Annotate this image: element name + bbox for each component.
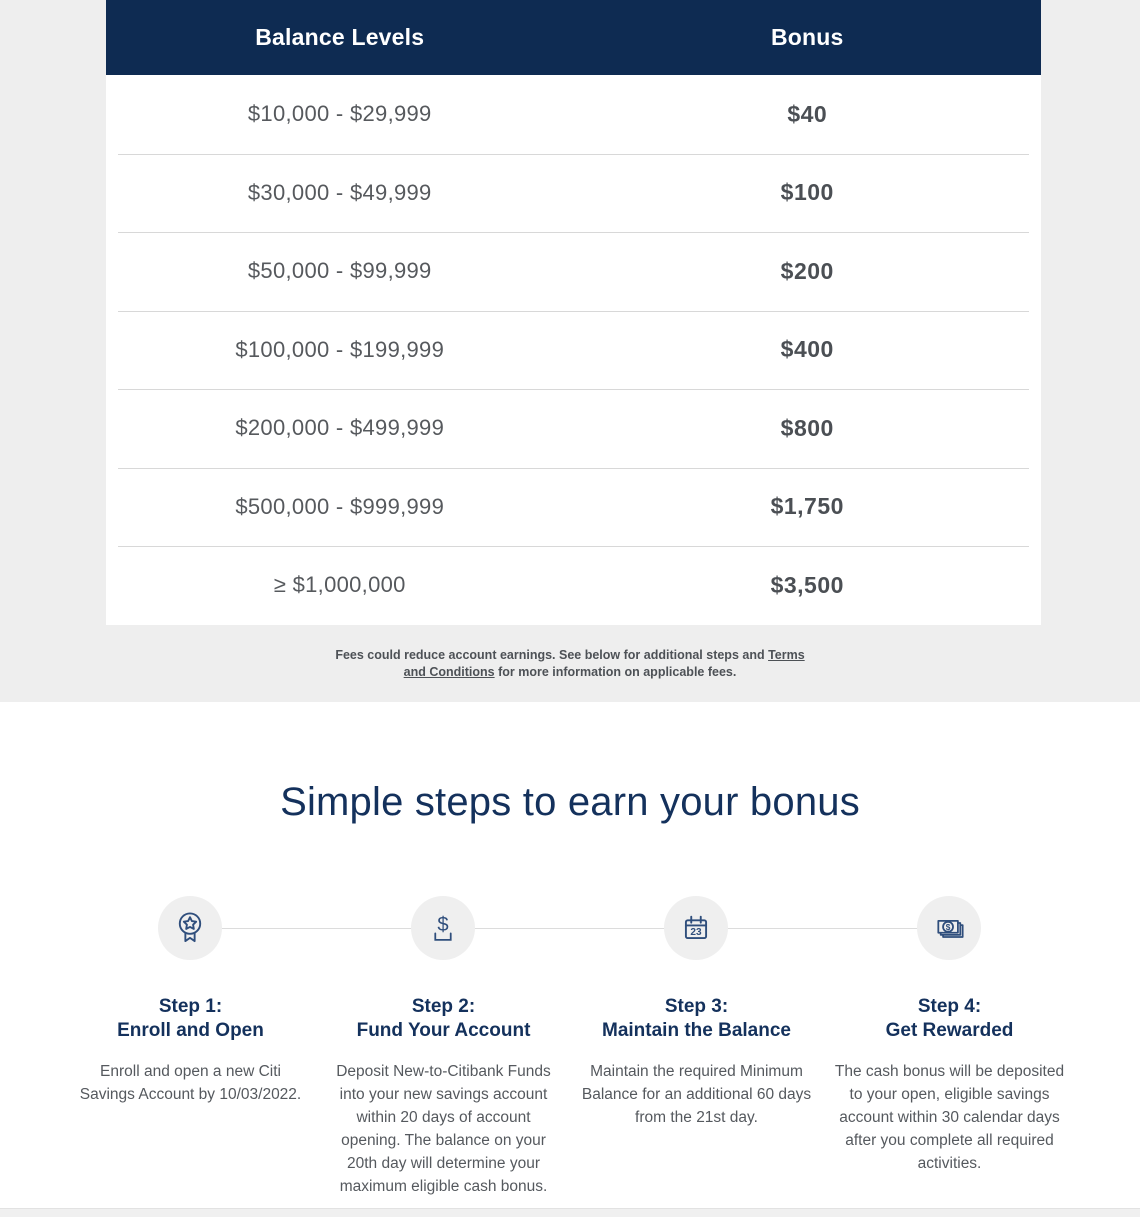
balance-levels-header: Balance Levels [255,24,425,50]
cash-stack-icon [930,909,968,947]
step-1-column [64,995,317,1198]
step-connector-line [190,928,950,929]
bonus-amount: $100 [780,179,834,206]
step-4-column [823,995,1076,1198]
table-row [106,389,1041,468]
table-row [106,546,1041,625]
bonus-amount: $800 [780,414,834,441]
table-row [106,154,1041,233]
step-4-icon-circle [917,896,981,960]
step-3-label: Step 3: [664,995,729,1017]
step-2-icon-circle [411,896,475,960]
step-3-name: Maintain the Balance [602,1019,791,1041]
step-icons-row [64,896,1076,960]
balance-range: $30,000 - $49,999 [247,179,432,205]
bonus-amount: $3,500 [770,571,844,598]
next-section-edge [0,1208,1140,1217]
calendar-day-label: 23 [690,926,702,938]
balance-range: ≥ $1,000,000 [273,572,406,598]
footnote-text-before: Fees could reduce account earnings. See below for additional steps and [335,647,769,662]
calendar-icon [677,909,715,947]
step-3-icon-circle [664,896,728,960]
step-1-description: Enroll and open a new Citi Savings Account by 10/03/2022. [79,1062,302,1103]
cash-dollar-glyph: $ [945,921,951,932]
balance-range: $100,000 - $199,999 [235,336,445,362]
step-4-label: Step 4: [917,995,982,1017]
balance-range: $200,000 - $499,999 [235,415,445,441]
fees-footnote [330,647,810,681]
footnote-text-after: for more information on applicable fees. [494,664,737,679]
step-2-column [317,995,570,1198]
balance-range: $10,000 - $29,999 [247,101,432,127]
terms-and-conditions-link[interactable]: Terms and Conditions [403,647,805,679]
step-3-description: Maintain the required Minimum Balance for an additional 60 days from the 21st day. [581,1062,812,1126]
step-3-column [570,995,823,1198]
table-row [106,75,1041,154]
bonus-amount: $1,750 [770,493,844,520]
step-1-label: Step 1: [158,995,223,1017]
table-row [106,468,1041,547]
award-ribbon-icon [171,909,209,947]
step-2-title [325,995,562,1043]
step-4-name: Get Rewarded [885,1019,1014,1041]
bonus-amount: $200 [780,257,834,284]
step-4-title [831,995,1068,1043]
dollar-glyph: $ [437,913,449,936]
step-2-description: Deposit New-to-Citibank Funds into your new savings account within 20 days of account opening. The balance on your 20th day will determine your maximum eligible cash bonus. [336,1062,551,1195]
step-columns [64,995,1076,1198]
step-1-title [72,995,309,1043]
steps-wrap [64,896,1076,1198]
step-4-description: The cash bonus will be deposited to your open, eligible savings account within 30 calendar days after you complete all required activities. [834,1062,1065,1172]
bonus-amount: $400 [780,336,834,363]
bonus-amount: $40 [787,100,828,127]
table-row [106,311,1041,390]
table-header-row [106,0,1041,75]
dollar-deposit-icon [424,909,462,947]
step-2-label: Step 2: [411,995,476,1017]
step-3-title [578,995,815,1043]
section-heading: Simple steps to earn your bonus [280,779,860,824]
bonus-table-card [106,0,1041,625]
step-1-icon-circle [158,896,222,960]
bonus-header: Bonus [770,24,844,50]
simple-steps-section [0,702,1140,1198]
table-row [106,232,1041,311]
step-1-name: Enroll and Open [117,1019,264,1041]
balance-range: $50,000 - $99,999 [247,258,432,284]
balance-range: $500,000 - $999,999 [235,493,445,519]
step-2-name: Fund Your Account [356,1019,531,1041]
